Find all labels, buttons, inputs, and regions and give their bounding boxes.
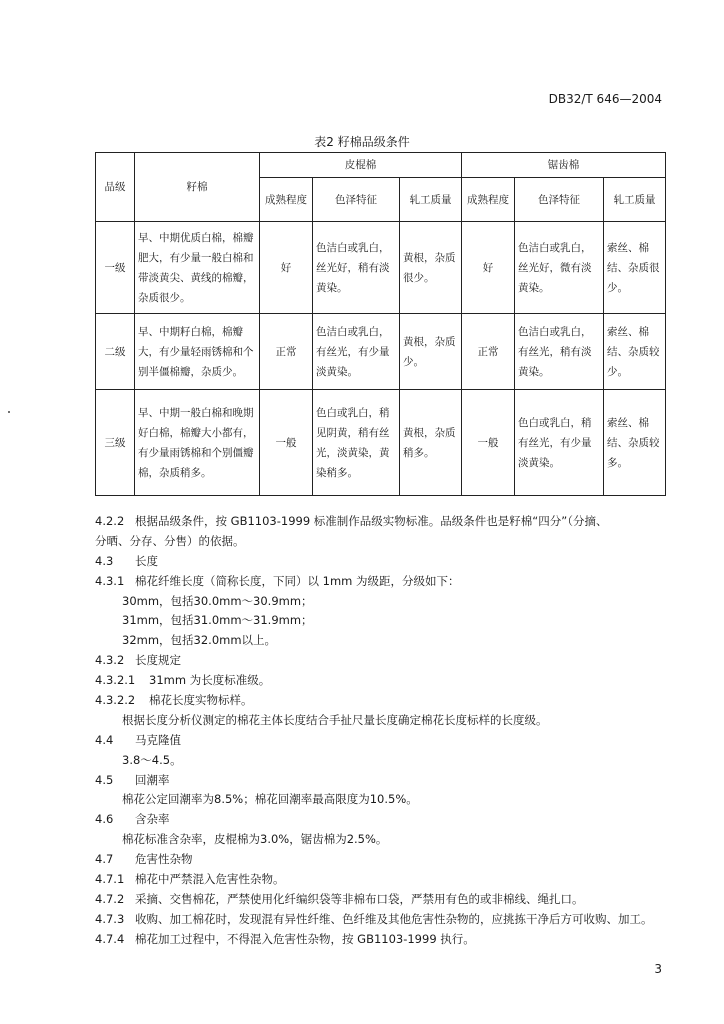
clause-text: 收购、加工棉花时，发现混有异性纤维、色纤维及其他危害性杂物的，应挑拣干净后方可收购、加工。 bbox=[135, 911, 653, 926]
saw-maturity-cell: 正常 bbox=[462, 314, 515, 390]
header-saw-maturity: 成熟程度 bbox=[462, 178, 515, 222]
clause-number: 4.7.4 bbox=[95, 931, 125, 946]
scan-speck bbox=[8, 411, 10, 413]
clause-number: 4.6 bbox=[95, 812, 114, 827]
header-roller-color: 色泽特征 bbox=[313, 178, 400, 222]
clause-number: 4.2.2 bbox=[95, 514, 125, 528]
saw-color-cell: 色白或乳白，稍有丝光，有少量淡黄染。 bbox=[515, 390, 604, 496]
paragraph-4-7-4 bbox=[95, 930, 664, 950]
header-roller-ginning: 轧工质量 bbox=[400, 178, 462, 222]
trash-content-text: 棉花标准含杂率，皮棍棉为3.0%，锯齿棉为2.5%。 bbox=[122, 832, 388, 847]
paragraph-4-3-2 bbox=[95, 651, 664, 671]
moisture-regain-text: 棉花公定回潮率为8.5%；棉花回潮率最高限度为10.5%。 bbox=[122, 792, 418, 807]
grade-cell: 一级 bbox=[96, 222, 135, 314]
clause-number: 4.7.3 bbox=[95, 911, 125, 926]
paragraph-4-2-2 bbox=[95, 512, 664, 532]
grade-cell: 二级 bbox=[96, 314, 135, 390]
clause-number: 4.3.1 bbox=[95, 573, 125, 588]
paragraph-4-7-3 bbox=[95, 910, 664, 930]
roller-color-cell: 色洁白或乳白，有丝光，有少量淡黄染。 bbox=[313, 314, 400, 390]
saw-color-cell: 色洁白或乳白，丝光好，微有淡黄染。 bbox=[515, 222, 604, 314]
seed-cotton-cell: 早、中期一般白棉和晚期好白棉，棉瓣大小都有，有少量雨锈棉和个别僵瓣棉，杂质稍多。 bbox=[135, 390, 260, 496]
clause-text: 分晒、分存、分售）的依据。 bbox=[95, 533, 245, 548]
paragraph-4-3-2-2-cont: 根据长度分析仪测定的棉花主体长度结合手扯尺量长度确定棉花长度标样的长度级。 bbox=[122, 712, 548, 727]
section-title: 回潮率 bbox=[135, 772, 170, 787]
micronaire-value: 3.8～4.5。 bbox=[122, 752, 182, 767]
clause-text: 棉花长度实物标样。 bbox=[149, 693, 253, 708]
paragraph-4-7-1 bbox=[95, 870, 664, 890]
paragraph-4-3-2-1 bbox=[95, 671, 664, 691]
length-grade-32: 32mm，包括32.0mm以上。 bbox=[122, 633, 277, 648]
page-number: 3 bbox=[654, 962, 662, 976]
header-grade: 品级 bbox=[96, 153, 135, 222]
clause-number: 4.3.2 bbox=[95, 653, 125, 668]
header-saw-ginned: 锯齿棉 bbox=[462, 153, 666, 178]
seed-cotton-cell: 早、中期优质白棉，棉瓣肥大，有少量一般白棉和带淡黄尖、黄线的棉瓣，杂质很少。 bbox=[135, 222, 260, 314]
clause-number: 4.7 bbox=[95, 852, 114, 867]
table-row bbox=[96, 222, 666, 314]
saw-ginning-cell: 索丝、棉结、杂质很少。 bbox=[604, 222, 666, 314]
header-roller-ginned: 皮棍棉 bbox=[260, 153, 462, 178]
clause-text: 根据品级条件，按 GB1103-1999 标准制作品级实物标准。品级条件也是籽棉“四分”（分摘、 bbox=[135, 514, 608, 528]
clause-text: 长度规定 bbox=[135, 653, 181, 668]
section-title: 含杂率 bbox=[135, 812, 170, 827]
length-grade-31: 31mm，包括31.0mm～31.9mm； bbox=[122, 613, 313, 628]
section-title: 马克隆值 bbox=[135, 732, 181, 747]
saw-ginning-cell: 索丝、棉结、杂质较多。 bbox=[604, 390, 666, 496]
clause-text: 棉花加工过程中，不得混入危害性杂物，按 GB1103-1999 执行。 bbox=[135, 931, 475, 946]
roller-color-cell: 色白或乳白，稍见阴黄，稍有丝光，淡黄染，黄染稍多。 bbox=[313, 390, 400, 496]
document-code: DB32/T 646—2004 bbox=[548, 92, 662, 106]
clause-number: 4.3 bbox=[95, 553, 114, 568]
section-4-5 bbox=[95, 771, 664, 791]
grade-cell: 三级 bbox=[96, 390, 135, 496]
roller-ginning-cell: 黄根，杂质很少。 bbox=[400, 222, 462, 314]
header-seed-cotton: 籽棉 bbox=[135, 153, 260, 222]
header-saw-color: 色泽特征 bbox=[515, 178, 604, 222]
table-title: 表2 籽棉品级条件 bbox=[314, 135, 410, 149]
header-roller-maturity: 成熟程度 bbox=[260, 178, 313, 222]
section-4-6 bbox=[95, 810, 664, 830]
length-grade-30: 30mm，包括30.0mm～30.9mm； bbox=[122, 593, 313, 608]
document-body bbox=[95, 512, 664, 950]
table-row bbox=[96, 314, 666, 390]
roller-maturity-cell: 一般 bbox=[260, 390, 313, 496]
section-4-7 bbox=[95, 850, 664, 870]
clause-number: 4.4 bbox=[95, 732, 114, 747]
saw-maturity-cell: 好 bbox=[462, 222, 515, 314]
section-title: 危害性杂物 bbox=[135, 852, 193, 867]
section-4-3 bbox=[95, 552, 664, 572]
clause-text: 棉花纤维长度（简称长度，下同）以 1mm 为级距，分级如下： bbox=[135, 573, 460, 588]
paragraph-4-2-2-cont bbox=[95, 532, 664, 552]
paragraph-4-3-1 bbox=[95, 572, 664, 592]
clause-number: 4.3.2.1 bbox=[95, 673, 136, 688]
roller-color-cell: 色洁白或乳白，丝光好，稍有淡黄染。 bbox=[313, 222, 400, 314]
clause-number: 4.5 bbox=[95, 772, 114, 787]
grade-condition-table bbox=[95, 152, 666, 496]
header-saw-ginning: 轧工质量 bbox=[604, 178, 666, 222]
clause-text: 采摘、交售棉花，严禁使用化纤编织袋等非棉布口袋，严禁用有色的或非棉线、绳扎口。 bbox=[135, 891, 584, 906]
seed-cotton-cell: 早、中期籽白棉，棉瓣大，有少量轻雨锈棉和个别半僵棉瓣，杂质少。 bbox=[135, 314, 260, 390]
clause-number: 4.3.2.2 bbox=[95, 693, 136, 708]
section-title: 长度 bbox=[135, 553, 158, 568]
clause-text: 棉花中严禁混入危害性杂物。 bbox=[135, 872, 285, 887]
table-row bbox=[96, 390, 666, 496]
roller-maturity-cell: 好 bbox=[260, 222, 313, 314]
roller-ginning-cell: 黄根，杂质稍多。 bbox=[400, 390, 462, 496]
saw-color-cell: 色洁白或乳白，有丝光，稍有淡黄染。 bbox=[515, 314, 604, 390]
clause-number: 4.7.1 bbox=[95, 872, 125, 887]
clause-number: 4.7.2 bbox=[95, 891, 125, 906]
saw-maturity-cell: 一般 bbox=[462, 390, 515, 496]
roller-maturity-cell: 正常 bbox=[260, 314, 313, 390]
paragraph-4-3-2-2 bbox=[95, 691, 664, 711]
section-4-4 bbox=[95, 731, 664, 751]
saw-ginning-cell: 索丝、棉结、杂质较少。 bbox=[604, 314, 666, 390]
paragraph-4-7-2 bbox=[95, 890, 664, 910]
clause-text: 31mm 为长度标准级。 bbox=[149, 673, 271, 688]
roller-ginning-cell: 黄根，杂质少。 bbox=[400, 314, 462, 390]
